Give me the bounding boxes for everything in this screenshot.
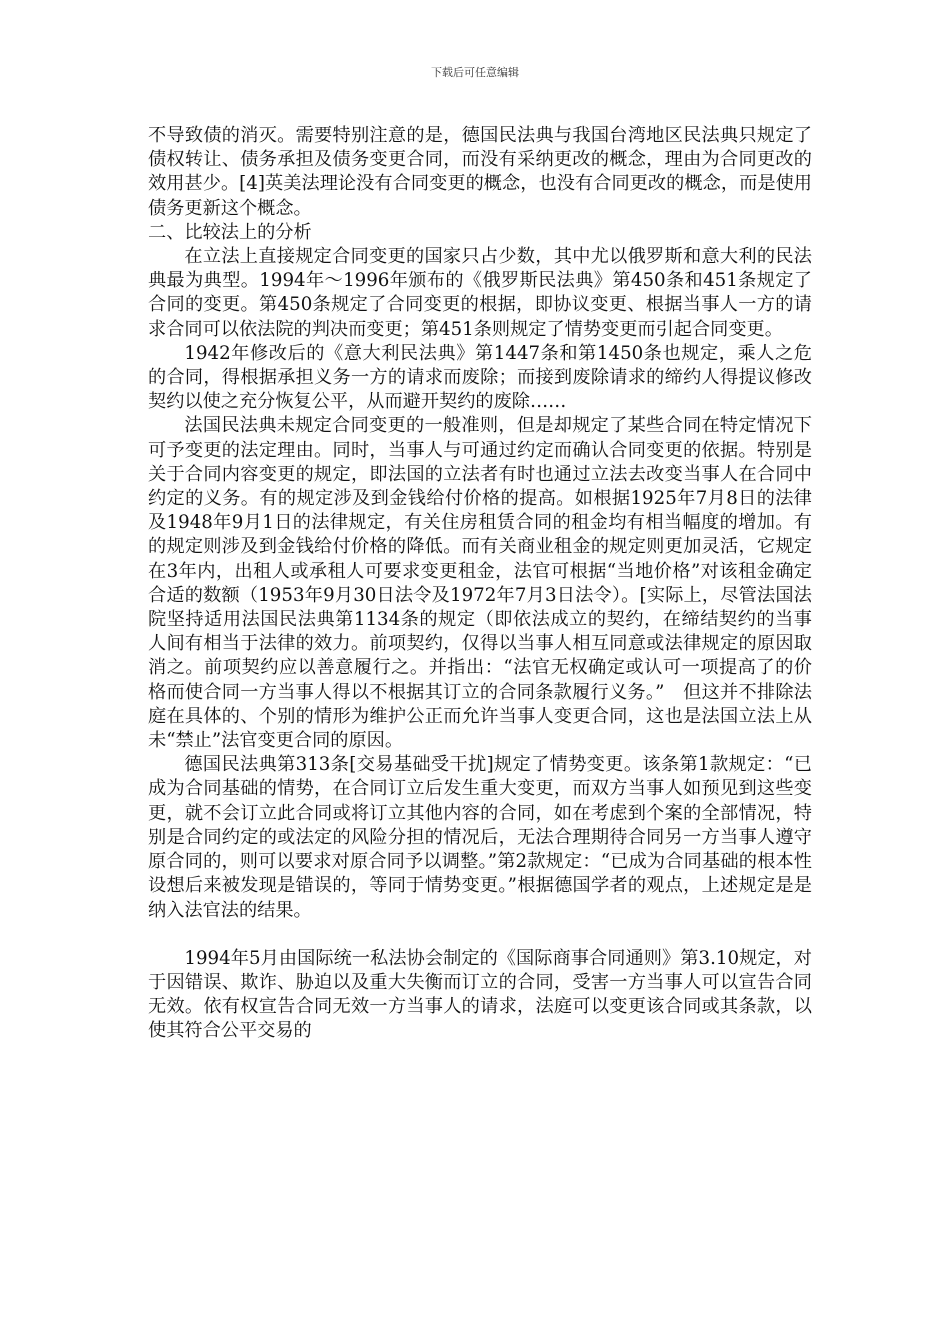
document-body	[148, 124, 812, 1044]
paragraph-continuation: 不导致债的消灭。需要特别注意的是，德国民法典与我国台湾地区民法典只规定了债权转让、债务承担及债务变更合同，而没有采纳更改的概念，理由为合同更改的效用甚少。[4]英美法理论没有合同变更的概念，也没有合同更改的概念，而是使用债务更新这个概念。	[148, 125, 812, 219]
page-header: 下载后可任意编辑	[431, 66, 519, 79]
paragraph-unidroit: 1994年5月由国际统一私法协会制定的《国际商事合同通则》第3.10规定，对于因错误、欺诈、胁迫以及重大失衡而订立的合同，受害一方当事人可以宣告合同无效。依有权宣告合同无效一方当事人的请求，法庭可以变更该合同或其条款，以使其符合公平交易的	[148, 947, 812, 1042]
paragraph-russia-italy: 在立法上直接规定合同变更的国家只占少数，其中尤以俄罗斯和意大利的民法典最为典型。1994年～1996年颁布的《俄罗斯民法典》第450条和451条规定了合同的变更。第450条规定了合同变更的根据，即协议变更、根据当事人一方的请求合同可以依法院的判决而变更；第451条则规定了情势变更而引起合同变更。	[148, 246, 812, 340]
paragraph-french-code: 法国民法典未规定合同变更的一般准则，但是却规定了某些合同在特定情况下可予变更的法定理由。同时，当事人与可通过约定而确认合同变更的依据。特别是关于合同内容变更的规定，即法国的立法者有时也通过立法去改变当事人在合同中约定的义务。有的规定涉及到金钱给付价格的提高。如根据1925年7月8日的法律及1948年9月1日的法律规定，有关住房租赁合同的租金均有相当幅度的增加。有的规定则涉及到金钱给付价格的降低。而有关商业租金的规定则更加灵活，它规定在3年内，出租人或承租人可要求变更租金，法官可根据“当地价格”对该租金确定合适的数额（1953年9月30日法令及1972年7月3日法令）。[实际上，尽管法国法院坚持适用法国民法典第1134条的规定（即依法成立的契约，在缔结契约的当事人间有相当于法律的效力。前项契约，仅得以当事人相互同意或法律规定的原因取消之。前项契约应以善意履行之。并指出：“法官无权确定或认可一项提高了的价格而使合同一方当事人得以不根据其订立的合同条款履行义务。” 但这并不排除法庭在具体的、个别的情形为维护公正而允许当事人变更合同，这也是法国立法上从未“禁止”法官变更合同的原因。	[148, 415, 812, 752]
section-heading: 二、比较法上的分析	[148, 221, 312, 243]
paragraph-german-code: 德国民法典第313条[交易基础受干扰]规定了情势变更。该条第1款规定：“已成为合同基础的情势，在合同订立后发生重大变更，而双方当事人如预见到这些变更，就不会订立此合同或将订立其他内容的合同，如在考虑到个案的全部情况，特别是合同约定的或法定的风险分担的情况后，无法合理期待合同另一方当事人遵守原合同的，则可以要求对原合同予以调整。”第2款规定：“已成为合同基础的根本性设想后来被发现是错误的，等同于情势变更。”根据德国学者的观点，上述规定是是纳入法官法的结果。	[148, 754, 812, 921]
paragraph-italian-code: 1942年修改后的《意大利民法典》第1447条和第1450条也规定，乘人之危的合同，得根据承担义务一方的请求而废除；而接到废除请求的缔约人得提议修改契约以使之充分恢复公平，从而避开契约的废除……	[148, 342, 812, 413]
